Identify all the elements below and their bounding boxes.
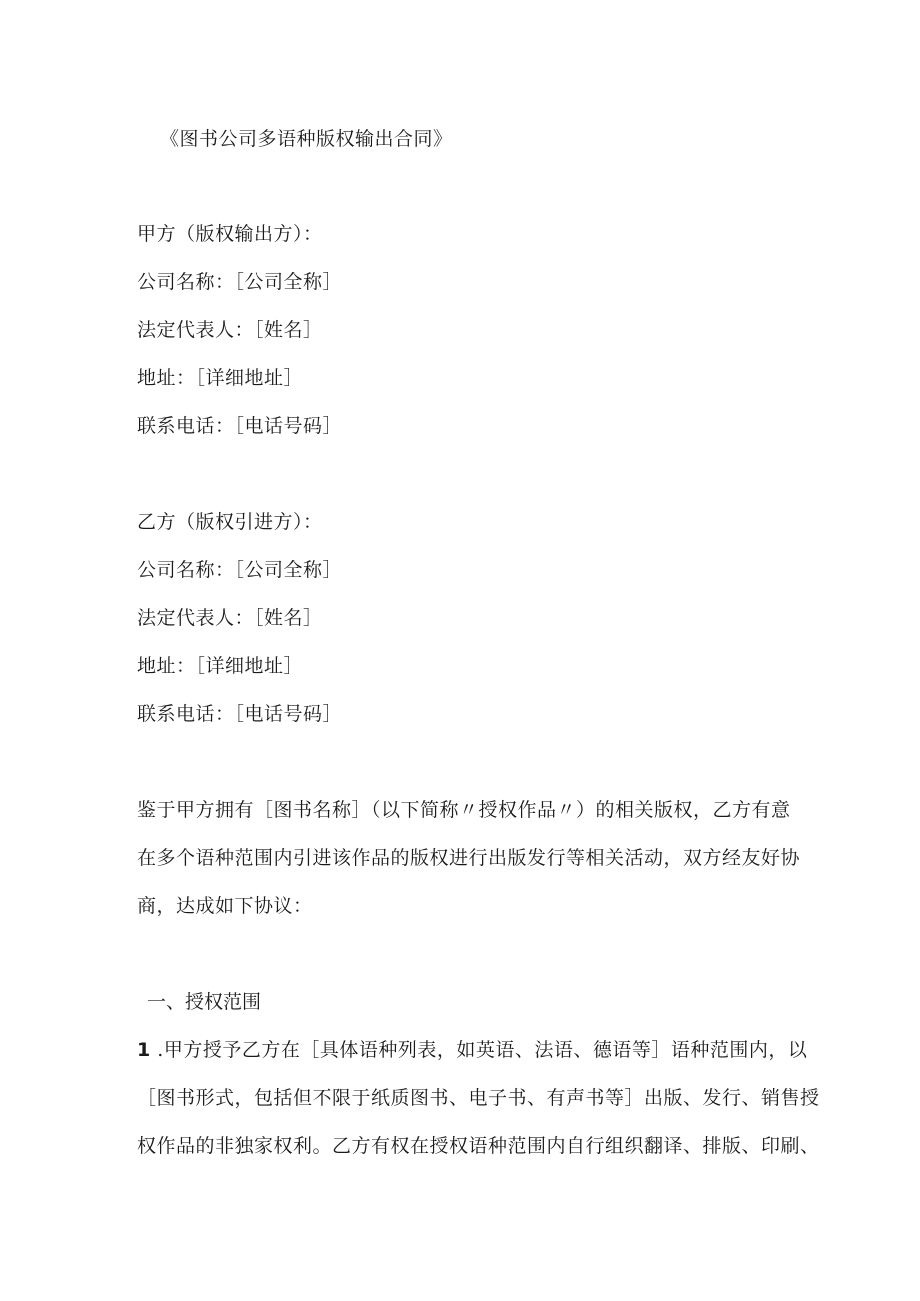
preamble-line-2: 在多个语种范围内引进该作品的版权进行出版发行等相关活动，双方经友好协 xyxy=(137,847,801,869)
party-b-header: 乙方（版权引进方）： xyxy=(137,511,323,533)
item-1-text-1: .甲方授予乙方在［具体语种列表，如英语、法语、德语等］语种范围内，以 xyxy=(150,1039,808,1061)
section-1-item-1-line-2: ［图书形式，包括但不限于纸质图书、电子书、有声书等］出版、发行、销售授 xyxy=(137,1087,820,1109)
party-a-company: 公司名称：［公司全称］ xyxy=(137,271,343,293)
party-b-phone: 联系电话：［电话号码］ xyxy=(137,703,343,725)
party-a-header: 甲方（版权输出方）： xyxy=(137,223,323,245)
section-1-item-1-line-3: 权作品的非独家权利。乙方有权在授权语种范围内自行组织翻译、排版、印刷、 xyxy=(137,1135,820,1157)
section-1-heading: 一、授权范围 xyxy=(147,991,262,1013)
party-a-phone: 联系电话：［电话号码］ xyxy=(137,415,343,437)
party-b-representative: 法定代表人：［姓名］ xyxy=(137,607,323,629)
item-number: 1 xyxy=(137,1039,151,1061)
document-title: 《图书公司多语种版权输出合同》 xyxy=(160,128,453,150)
party-a-representative: 法定代表人：［姓名］ xyxy=(137,319,323,341)
preamble-line-3: 商，达成如下协议： xyxy=(137,895,313,917)
party-a-address: 地址：［详细地址］ xyxy=(137,367,304,389)
section-1-item-1-line-1 xyxy=(137,1035,807,1062)
party-b-address: 地址：［详细地址］ xyxy=(137,655,304,677)
party-b-company: 公司名称：［公司全称］ xyxy=(137,559,343,581)
preamble-line-1: 鉴于甲方拥有［图书名称］（以下简称〃授权作品〃）的相关版权，乙方有意 xyxy=(137,799,791,821)
